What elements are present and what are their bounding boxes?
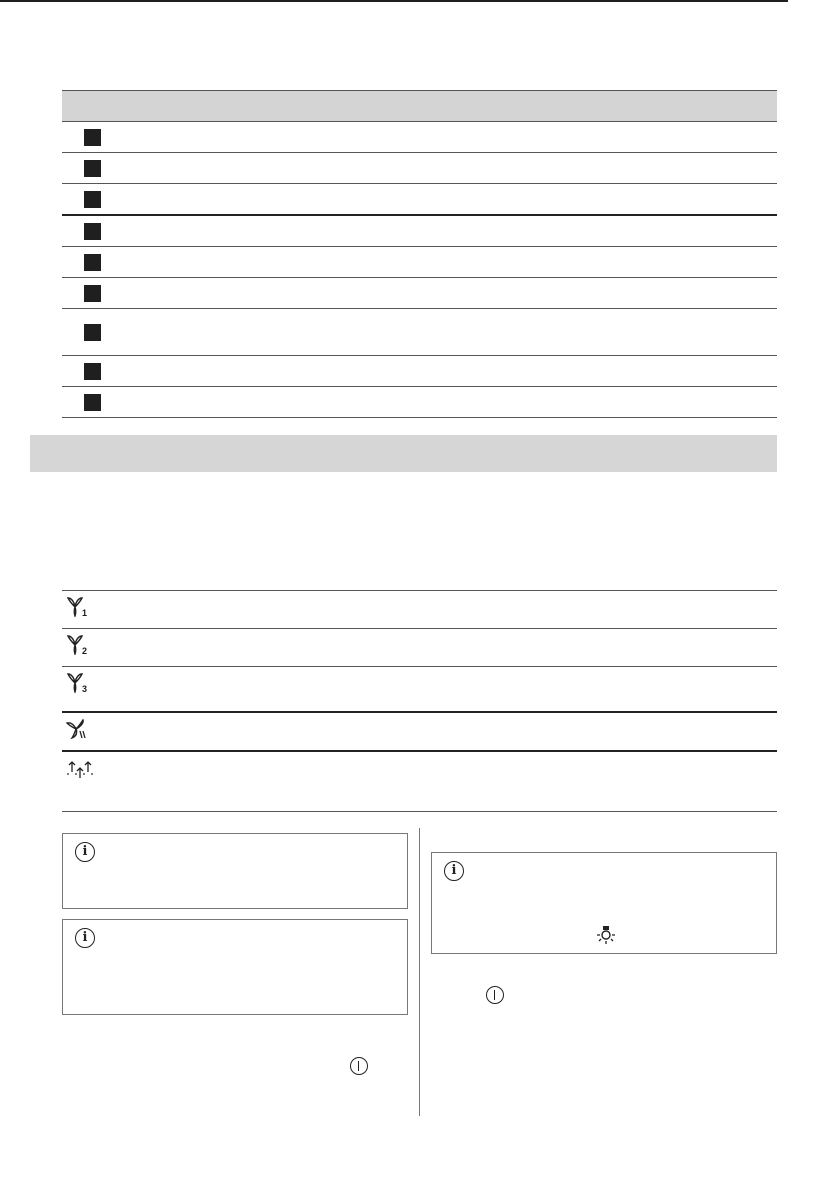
- callout-marker: [84, 394, 101, 411]
- callout-marker: [84, 324, 101, 341]
- table-row: [62, 278, 777, 309]
- symbol-description: [162, 713, 777, 721]
- table-row: [62, 309, 777, 356]
- callout-marker: [84, 223, 101, 240]
- table-row: [62, 184, 777, 216]
- info-note: [62, 833, 408, 909]
- fan-speed-2-icon: [66, 635, 87, 655]
- callout-marker: [84, 160, 101, 177]
- display-symbols-table: [62, 590, 777, 812]
- table-row: [62, 247, 777, 278]
- hob-to-hood-icon: [66, 758, 94, 780]
- callout-marker: [84, 363, 101, 380]
- table-header: [62, 90, 777, 122]
- power-icon: [486, 986, 504, 1004]
- table-row: [62, 667, 777, 713]
- info-icon: i: [75, 928, 95, 948]
- symbol-description: [162, 667, 777, 675]
- symbol-description: [162, 752, 777, 760]
- symbol-description: [162, 629, 777, 637]
- table-row: [62, 713, 777, 752]
- info-icon: i: [75, 842, 95, 862]
- light-icon: [595, 925, 617, 948]
- table-row: [62, 153, 777, 184]
- column-divider: [419, 828, 420, 1116]
- fan-speed-number: 1: [82, 608, 88, 618]
- table-row: [62, 752, 777, 812]
- callout-marker: [84, 285, 101, 302]
- table-row: [62, 629, 777, 667]
- table-row: [62, 216, 777, 247]
- fan-speed-3-icon: [66, 673, 87, 693]
- callout-marker: [84, 191, 101, 208]
- table-row: [62, 387, 777, 418]
- power-icon: [350, 1057, 368, 1075]
- callout-marker: [84, 129, 101, 146]
- fan-speed-1-icon: [66, 597, 87, 617]
- table-row: [62, 356, 777, 387]
- fan-speed-number: 3: [82, 684, 88, 694]
- section-title: [30, 435, 777, 472]
- fan-speed-number: 2: [82, 646, 88, 656]
- fan-boost-icon: [66, 719, 86, 739]
- component-table: [62, 90, 777, 418]
- info-note: [62, 919, 408, 1015]
- symbol-description: [162, 591, 777, 599]
- info-note: [431, 852, 777, 954]
- callout-marker: [84, 254, 101, 271]
- table-row: [62, 591, 777, 629]
- table-row: [62, 122, 777, 153]
- info-icon: i: [444, 861, 464, 881]
